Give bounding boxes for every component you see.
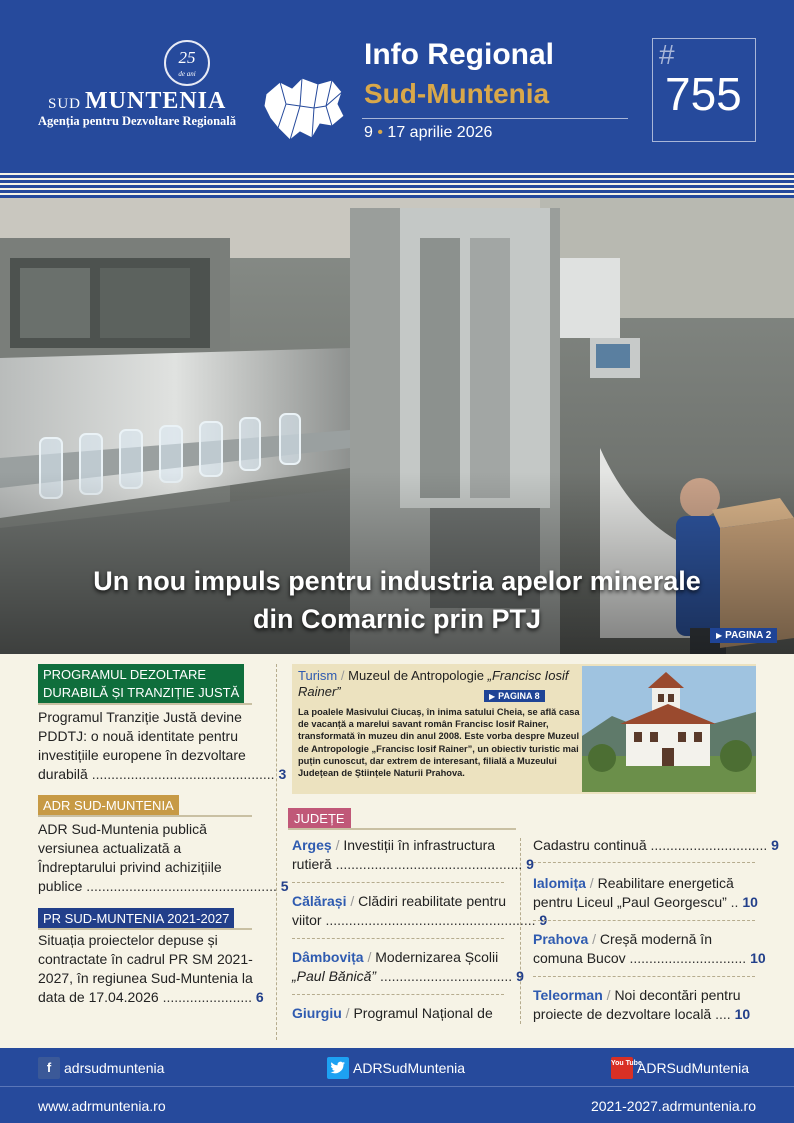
newsletter-region: Sud-Muntenia xyxy=(364,78,550,109)
issue-number-box xyxy=(652,38,756,142)
toc-item-adr[interactable]: ADR Sud-Muntenia publică versiunea actualizată a Îndreptarului privind achizițiile publice ................................................. 5 xyxy=(38,821,289,894)
issue-number: 755 xyxy=(665,68,742,120)
anniversary-seal-logo xyxy=(164,40,210,86)
turism-headline: Turism / Muzeul de Antropologie „Francisc Iosif Rainer” xyxy=(298,668,569,699)
judet-item-dambovita[interactable]: Dâmbovița / Modernizarea Școlii „Paul Bănică” .................................. 9 xyxy=(292,949,524,984)
agency-logo-name xyxy=(48,88,226,115)
judet-item-calarasi[interactable]: Călărași / Clădiri reabilitate pentru viitor ...................................................... 9 xyxy=(292,893,548,928)
newsletter-title: Info Regional xyxy=(364,38,554,71)
toc-item-pr-sm[interactable]: Situația proiectelor depuse și contractate în cadrul PR SM 2021- 2027, în regiunea Sud-Muntenia la data de 17.04.2026 ....................... 6 xyxy=(38,932,264,1005)
section-rule xyxy=(288,828,516,830)
item-separator xyxy=(292,994,504,995)
logo-sud: SUD xyxy=(48,96,82,112)
header-divider xyxy=(362,118,628,119)
twitter-link[interactable]: ADRSudMuntenia xyxy=(327,1057,465,1079)
section-label-judete: JUDEȚE xyxy=(288,808,351,830)
section-label-pddtj: PROGRAMUL DEZOLTARE DURABILĂ ȘI TRANZIȚIE JUSTĂ xyxy=(38,664,244,704)
website-link[interactable]: www.adrmuntenia.ro xyxy=(38,1098,166,1114)
section-rule xyxy=(38,928,252,930)
program-website-link[interactable]: 2021-2027.adrmuntenia.ro xyxy=(590,1098,756,1114)
footer xyxy=(0,1048,794,1123)
judet-item-prahova[interactable]: Prahova / Creșă modernă în comuna Bucov .............................. 10 xyxy=(533,931,766,966)
judet-item-teleorman[interactable]: Teleorman / Noi decontări pentru proiecte de dezvoltare locală .... 10 xyxy=(533,987,751,1022)
judet-item-giurgiu[interactable]: Giurgiu / Programul Național de xyxy=(292,1005,493,1021)
seal-number: 25 xyxy=(178,48,196,67)
facebook-icon: f xyxy=(38,1057,60,1079)
section-rule xyxy=(38,703,252,705)
museum-building-image xyxy=(582,666,756,792)
item-separator xyxy=(533,976,755,977)
judet-item-giurgiu-continued[interactable]: Cadastru continuă .............................. 9 xyxy=(533,837,779,853)
section-label-adr: ADR SUD-MUNTENIA xyxy=(38,795,179,817)
agency-full-name: Agenția pentru Dezvoltare Regională xyxy=(38,114,237,128)
play-arrow-icon: ▶ xyxy=(489,692,496,701)
region-map-icon xyxy=(262,74,346,144)
judet-item-arges[interactable]: Argeș / Investiții în infrastructura rutieră ................................................ 9 xyxy=(292,837,534,872)
logo-muntenia: MUNTENIA xyxy=(85,88,227,114)
hash-icon: # xyxy=(659,39,675,70)
youtube-link[interactable]: You Tube ADRSudMuntenia xyxy=(611,1057,749,1079)
issue-date: 9 • 17 aprilie 2026 xyxy=(364,124,493,141)
museum-photo xyxy=(582,666,756,792)
twitter-icon xyxy=(327,1057,349,1079)
hero-page-link[interactable]: ▶ PAGINA 2 xyxy=(710,628,777,643)
hero-headline: Un nou impuls pentru industria apelor minerale din Comarnic prin PTJ xyxy=(93,566,701,634)
footer-divider xyxy=(0,1086,794,1087)
facebook-link[interactable]: f adrsudmuntenia xyxy=(38,1057,164,1079)
toc-item-pddtj[interactable]: Programul Tranziție Justă devine PDDTJ: o nouă identitate pentru investițiile europene în dezvoltare durabilă ............................................... 3 xyxy=(38,709,287,782)
judet-item-ialomita[interactable]: Ialomița / Reabilitare energetică pentru Liceul „Paul Georgescu” .. 10 xyxy=(533,875,758,910)
column-divider xyxy=(276,664,277,1040)
item-separator xyxy=(292,882,504,883)
masthead xyxy=(0,0,794,170)
hero-photo xyxy=(0,198,794,654)
section-label-pr-sm: PR SUD-MUNTENIA 2021-2027 xyxy=(38,908,234,930)
turism-page-link[interactable]: ▶ PAGINA 8 xyxy=(484,690,545,702)
header-stripe-divider xyxy=(0,170,794,198)
seal-sub: de ani xyxy=(178,70,196,78)
item-separator xyxy=(292,938,504,939)
item-separator xyxy=(533,862,755,863)
play-arrow-icon: ▶ xyxy=(716,631,723,640)
youtube-icon: You Tube xyxy=(611,1057,633,1079)
section-rule xyxy=(38,815,252,817)
turism-summary: La poalele Masivului Ciucaș, în inima satului Cheia, se află casa de vacanță a marelui savant român Francisc Iosif Rainer, transformată în muzeu din anul 2008. Este vorba despre Muzeul de Antropologie „Francisc Iosif Rainer”, un obiectiv turistic mai puțin cunoscut, dar extrem de interesant, filială a Muzeului Județean de Științele Naturii Prahova. xyxy=(298,707,580,779)
turism-feature[interactable] xyxy=(292,664,756,794)
item-separator xyxy=(533,920,755,921)
